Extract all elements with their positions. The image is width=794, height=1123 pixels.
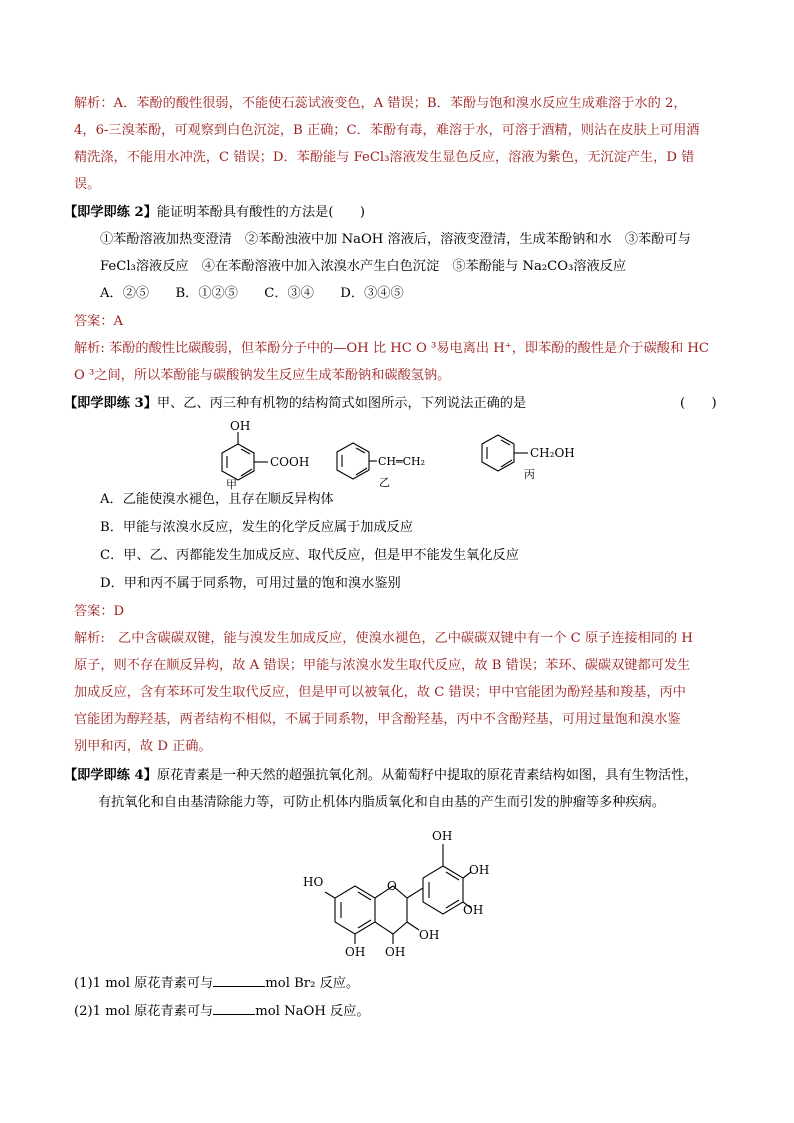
question-tag: 【即学即练 2】 [64, 205, 157, 220]
answer: 答案：A [74, 314, 124, 329]
sub-question-text: mol Br₂ 反应。 [265, 976, 360, 991]
oh-label: OH [419, 928, 440, 942]
molecule-label: 乙 [379, 476, 390, 488]
explanation-line: 解析: 苯酚的酸性比碳酸弱，但苯酚分子中的—OH 比 HC O ³易电离出 H⁺，即苯酚的酸性是介于碳酸和 HC [74, 341, 709, 356]
explanation-line: 官能团为醇羟基，两者结构不相似，不属于同系物，甲含酚羟基，丙中不含酚羟基，可用过量饱和溴水鉴 [74, 712, 681, 727]
molecule-jia [200, 418, 310, 490]
answer: 答案：D [74, 604, 125, 619]
sub-question-text: (1)1 mol 原花青素可与 [74, 976, 214, 991]
ho-label: HO [303, 875, 324, 889]
explanation-line: 原子，则不存在顺反异构，故 A 错误；甲能与浓溴水发生取代反应，故 B 错误；苯环、碳碳双键都可发生 [74, 658, 691, 673]
oh-label: OH [230, 419, 251, 433]
question-text: 甲、乙、丙三种有机物的结构简式如图所示，下列说法正确的是 [156, 396, 527, 411]
question-2-choices: A．②⑤ B．①②⑤ C．③④ D．③④⑤ [100, 286, 404, 301]
question-2-options: ①苯酚溶液加热变澄清 ②苯酚浊液中加 NaOH 溶液后，溶液变澄清，生成苯酚钠和水 ③苯酚可与 [100, 232, 691, 247]
question-text: 原花青素是一种天然的超强抗氧化剂。从葡萄籽中提取的原花青素结构如图，具有生物活性， [156, 768, 698, 783]
question-2-stem [64, 203, 365, 223]
cooh-label: COOH [270, 455, 310, 469]
oh-label: OH [469, 863, 490, 877]
oh-label: OH [385, 945, 406, 959]
molecule-bing [478, 432, 588, 484]
sub-question-text: mol NaOH 反应。 [255, 1004, 370, 1019]
sub-question-1 [74, 972, 359, 994]
ring-oxygen-label: O [387, 879, 397, 893]
molecule-label: 丙 [524, 468, 535, 481]
oh-label: OH [432, 829, 453, 843]
question-4-stem [64, 766, 698, 786]
explanation-line: 加成反应，含有苯环可发生取代反应，但是甲可以被氧化，故 C 错误；甲中官能团为酚羟基和羧基，丙中 [74, 685, 686, 700]
sub-question-2 [74, 1000, 370, 1022]
option-d: D．甲和丙不属于同系物，可用过量的饱和溴水鉴别 [100, 576, 401, 591]
ch2oh-label: CH₂OH [530, 446, 575, 460]
explanation-line: 精洗涤，不能用水冲洗，C 错误；D．苯酚能与 FeCl₃溶液发生显色反应，溶液为紫色，无沉淀产生，D 错 [74, 150, 695, 165]
sub-question-text: (2)1 mol 原花青素可与 [74, 1004, 214, 1019]
oh-label: OH [345, 945, 366, 959]
answer-paren: ( ) [680, 396, 717, 411]
answer-blank[interactable] [213, 1000, 255, 1015]
explanation-line: 解析: 乙中含碳碳双键，能与溴发生加成反应，使溴水褪色，乙中碳碳双键中有一个 C 原子连接相同的 H [74, 631, 693, 646]
question-text: 能证明苯酚具有酸性的方法是( ) [156, 205, 366, 220]
explanation-line: 别甲和丙，故 D 正确。 [74, 739, 212, 754]
explanation-line: 误。 [74, 177, 101, 192]
question-tag: 【即学即练 3】 [64, 396, 157, 411]
molecule-yi [335, 440, 445, 488]
explanation-line: O ³之间，所以苯酚能与碳酸钠发生反应生成苯酚钠和碳酸氢钠。 [74, 368, 451, 383]
molecule-label: 甲 [226, 478, 237, 490]
procyanidin-structure [295, 822, 505, 962]
explanation-line: 解析：A．苯酚的酸性很弱，不能使石蕊试液变色，A 错误；B．苯酚与饱和溴水反应生成难溶于水的 2， [74, 96, 687, 111]
explanation-line: 4，6-三溴苯酚，可观察到白色沉淀，B 正确；C．苯酚有毒，难溶于水，可溶于酒精，则沾在皮肤上可用酒 [74, 123, 700, 138]
question-4-text: 有抗氧化和自由基清除能力等，可防止机体内脂质氧化和自由基的产生而引发的肿瘤等多种疾病。 [98, 795, 666, 810]
answer-blank[interactable] [213, 972, 265, 987]
oh-label: OH [463, 903, 484, 917]
ring-c [375, 886, 407, 934]
option-a: A．乙能使溴水褪色，且存在顺反异构体 [100, 492, 334, 507]
vinyl-label: CH═CH₂ [378, 455, 426, 468]
option-c: C．甲、乙、丙都能发生加成反应、取代反应，但是甲不能发生氧化反应 [100, 548, 519, 563]
option-b: B．甲能与浓溴水反应，发生的化学反应属于加成反应 [100, 520, 414, 535]
question-2-options: FeCl₃溶液反应 ④在苯酚溶液中加入浓溴水产生白色沉淀 ⑤苯酚能与 Na₂CO₃溶液反应 [100, 259, 627, 274]
question-3-stem [64, 394, 526, 414]
question-tag: 【即学即练 4】 [64, 768, 157, 783]
